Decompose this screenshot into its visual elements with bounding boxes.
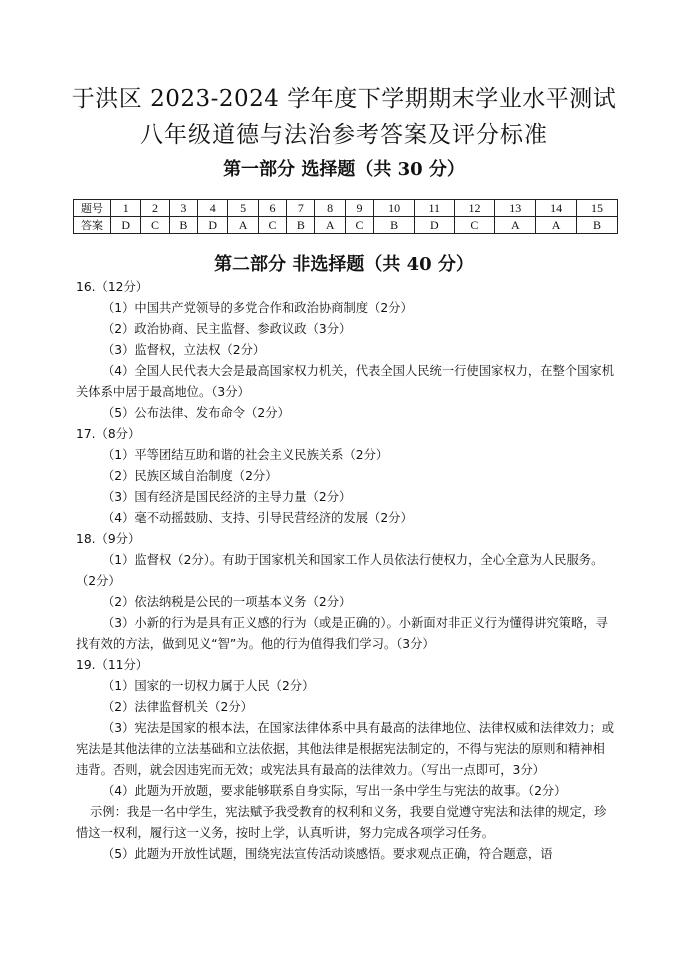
answer-cell: C	[345, 217, 373, 234]
answer-cell: A	[495, 217, 536, 234]
question-number-row	[74, 200, 618, 217]
row-label-numbers: 题号	[74, 200, 111, 217]
answer-cell: D	[111, 217, 141, 234]
question-number: 2	[141, 200, 169, 217]
q19-example: 示例：我是一名中学生，宪法赋予我受教育的权利和义务，我要自觉遵守宪法和法律的规定，珍惜这一权利，履行这一义务，按时上学，认真听讲，努力完成各项学习任务。	[76, 805, 607, 840]
question-number: 8	[315, 200, 345, 217]
q18-answer-1: （1）监督权（2分）。有助于国家机关和国家工作人员依法行使权力，全心全意为人民服务。（2分）	[76, 553, 604, 588]
question-number: 14	[536, 200, 577, 217]
answer-cell: C	[141, 217, 169, 234]
question-number: 5	[228, 200, 258, 217]
answer-cell: B	[287, 217, 315, 234]
q16-answer-4: （4）全国人民代表大会是最高国家权力机关，代表全国人民统一行使国家权力，在整个国家机关体系中居于最高地位。（3分）	[76, 364, 614, 399]
question-number: 10	[374, 200, 415, 217]
question-number: 3	[169, 200, 197, 217]
question-number: 11	[415, 200, 454, 217]
q17-answer-2: （2）民族区域自治制度（2分）	[102, 469, 278, 483]
question-number: 12	[454, 200, 495, 217]
doc-title-line1: 于洪区 2023-2024 学年度下学期期末学业水平测试	[71, 86, 617, 112]
q17-answer-4: （4）毫不动摇鼓励、支持、引导民营经济的发展（2分）	[102, 511, 413, 525]
q19-answer-5: （5）此题为开放性试题，围绕宪法宣传活动谈感悟。要求观点正确，符合题意，语	[102, 847, 553, 861]
question-18-heading: 18.（9分）	[76, 532, 141, 546]
answer-cell: A	[228, 217, 258, 234]
q16-answer-3: （3）监督权，立法权（2分）	[102, 343, 266, 357]
q19-answer-1: （1）国家的一切权力属于人民（2分）	[102, 679, 315, 693]
answer-cell: C	[258, 217, 286, 234]
question-16-heading: 16.（12分）	[76, 280, 149, 294]
answer-cell: B	[577, 217, 618, 234]
answer-cell: D	[415, 217, 454, 234]
answer-cell: C	[454, 217, 495, 234]
doc-title-line2: 八年级道德与法治参考答案及评分标准	[140, 122, 548, 148]
q19-answer-4: （4）此题为开放题，要求能够联系自身实际，写出一条中学生与宪法的故事。（2分）	[102, 784, 567, 798]
question-number: 15	[577, 200, 618, 217]
q19-answer-2: （2）法律监督机关（2分）	[102, 700, 253, 714]
q18-answer-3: （3）小新的行为是具有正义感的行为（或是正确的）。小新面对非正义行为懂得讲究策略，寻找有效的方法，做到见义“智”为。他的行为值得我们学习。（3分）	[76, 616, 608, 651]
answer-cell: B	[374, 217, 415, 234]
question-17-heading: 17.（8分）	[76, 427, 141, 441]
answer-cell: A	[536, 217, 577, 234]
answer-content	[76, 277, 616, 865]
part2-title: 第二部分 非选择题（共 40 分）	[214, 254, 474, 275]
part1-title: 第一部分 选择题（共 30 分）	[223, 159, 465, 180]
q19-answer-3: （3）宪法是国家的根本法，在国家法律体系中具有最高的法律地位、法律权威和法律效力；或宪法是其他法律的立法基础和立法依据，其他法律是根据宪法制定的，不得与宪法的原则和精神相违背。否则，就会因违宪而无效；或宪法具有最高的法律效力。（写出一点即可，3分）	[76, 721, 614, 777]
question-number: 13	[495, 200, 536, 217]
row-label-answers: 答案	[74, 217, 111, 234]
answer-cell: B	[169, 217, 197, 234]
question-number: 1	[111, 200, 141, 217]
question-19-heading: 19.（11分）	[76, 658, 149, 672]
q17-answer-1: （1）平等团结互助和谐的社会主义民族关系（2分）	[102, 448, 389, 462]
q16-answer-1: （1）中国共产党领导的多党合作和政治协商制度（2分）	[102, 301, 413, 315]
answer-cell: A	[315, 217, 345, 234]
q16-answer-2: （2）政治协商、民主监督、参政议政（3分）	[102, 322, 352, 336]
multiple-choice-answer-table	[73, 199, 618, 234]
question-number: 6	[258, 200, 286, 217]
answer-row	[74, 217, 618, 234]
question-number: 4	[198, 200, 228, 217]
question-number: 9	[345, 200, 373, 217]
q16-answer-5: （5）公布法律、发布命令（2分）	[102, 406, 290, 420]
q17-answer-3: （3）国有经济是国民经济的主导力量（2分）	[102, 490, 352, 504]
answer-cell: D	[198, 217, 228, 234]
question-number: 7	[287, 200, 315, 217]
q18-answer-2: （2）依法纳税是公民的一项基本义务（2分）	[102, 595, 352, 609]
